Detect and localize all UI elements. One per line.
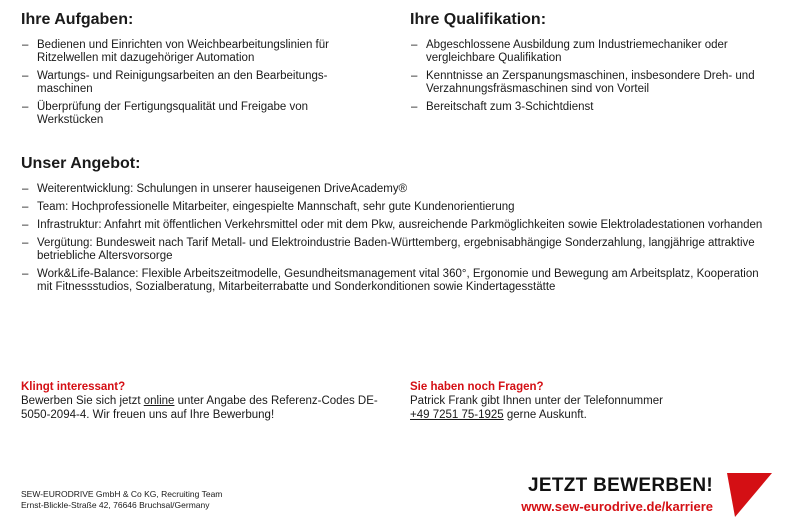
career-link[interactable]: www.sew-eurodrive.de/karriere	[521, 499, 713, 514]
angebot-list	[21, 183, 766, 294]
questions-phone-line	[410, 408, 775, 422]
aufgaben-heading: Ihre Aufgaben:	[21, 11, 134, 28]
company-address: Ernst-Blickle-Straße 42, 76646 Bruchsal/Germany	[21, 500, 210, 510]
red-triangle-logo	[727, 473, 772, 517]
cta-title: JETZT BEWERBEN!	[528, 475, 713, 496]
apply-text-start: Bewerben Sie sich jetzt	[21, 395, 144, 407]
online-link[interactable]: online	[143, 395, 175, 407]
questions-heading: Sie haben noch Fragen?	[410, 381, 544, 393]
list-item: – Infrastruktur: Anfahrt mit öffentlichen Verkehrsmittel oder mit dem Pkw, ausreichende Parkmöglichkeiten sowie Elektroladestationen vorhanden	[21, 219, 766, 232]
aufgaben-list	[21, 39, 361, 127]
angebot-section	[21, 155, 766, 299]
questions-line: Patrick Frank gibt Ihnen unter der Telefonnummer	[410, 395, 663, 407]
apply-text-end: unter Angabe des Referenz-Codes DE-5050-2094-4. Wir freuen uns auf Ihre Bewerbung!	[21, 395, 378, 421]
apply-info	[21, 380, 386, 422]
cta-block	[440, 475, 713, 514]
questions-info	[410, 380, 775, 422]
list-item: – Abgeschlossene Ausbildung zum Industriemechaniker oder vergleichbare Qualifikation	[410, 39, 775, 65]
qualifikation-section	[410, 11, 775, 119]
list-item: – Bedienen und Einrichten von Weichbearbeitungslinien für Ritzelwellen mit dazugehöriger Automation	[21, 39, 361, 65]
questions-text-end: gerne Auskunft.	[503, 409, 587, 421]
aufgaben-section	[21, 11, 361, 132]
apply-heading: Klingt interessant?	[21, 381, 126, 393]
list-item: – Kenntnisse an Zerspanungsmaschinen, insbesondere Dreh- und Verzahnungsfräsmaschinen sind von Vorteil	[410, 70, 775, 96]
list-item: – Weiterentwicklung: Schulungen in unserer hauseigenen DriveAcademy®	[21, 183, 766, 196]
list-item: – Bereitschaft zum 3-Schichtdienst	[410, 101, 775, 114]
qualifikation-list	[410, 39, 775, 114]
list-item: – Team: Hochprofessionelle Mitarbeiter, eingespielte Mannschaft, sehr gute Kundenorientierung	[21, 201, 766, 214]
phone-link[interactable]: +49 7251 75-1925	[410, 409, 504, 421]
apply-text	[21, 394, 386, 422]
list-item: – Vergütung: Bundesweit nach Tarif Metall- und Elektroindustrie Baden-Württemberg, ergebnisabhängige Sonderzahlung, langjährige attraktive betriebliche Altersvorsorge	[21, 237, 766, 263]
company-name: SEW-EURODRIVE GmbH & Co KG, Recruiting Team	[21, 489, 223, 499]
angebot-heading: Unser Angebot:	[21, 155, 141, 172]
list-item: – Work&Life-Balance: Flexible Arbeitszeitmodelle, Gesundheitsmanagement vital 360°, Ergonomie und Bewegung am Arbeitsplatz, Kooperation mit Fitnessstudios, Sozialberatung, Mitarbeiterrabatte und Sonderkonditionen sowie Kindertagesstätte	[21, 268, 766, 294]
qualifikation-heading: Ihre Qualifikation:	[410, 11, 547, 28]
list-item: – Überprüfung der Fertigungsqualität und Freigabe von Werkstücken	[21, 101, 361, 127]
footer-address	[21, 489, 321, 511]
list-item: – Wartungs- und Reinigungsarbeiten an den Bearbeitungs-maschinen	[21, 70, 361, 96]
